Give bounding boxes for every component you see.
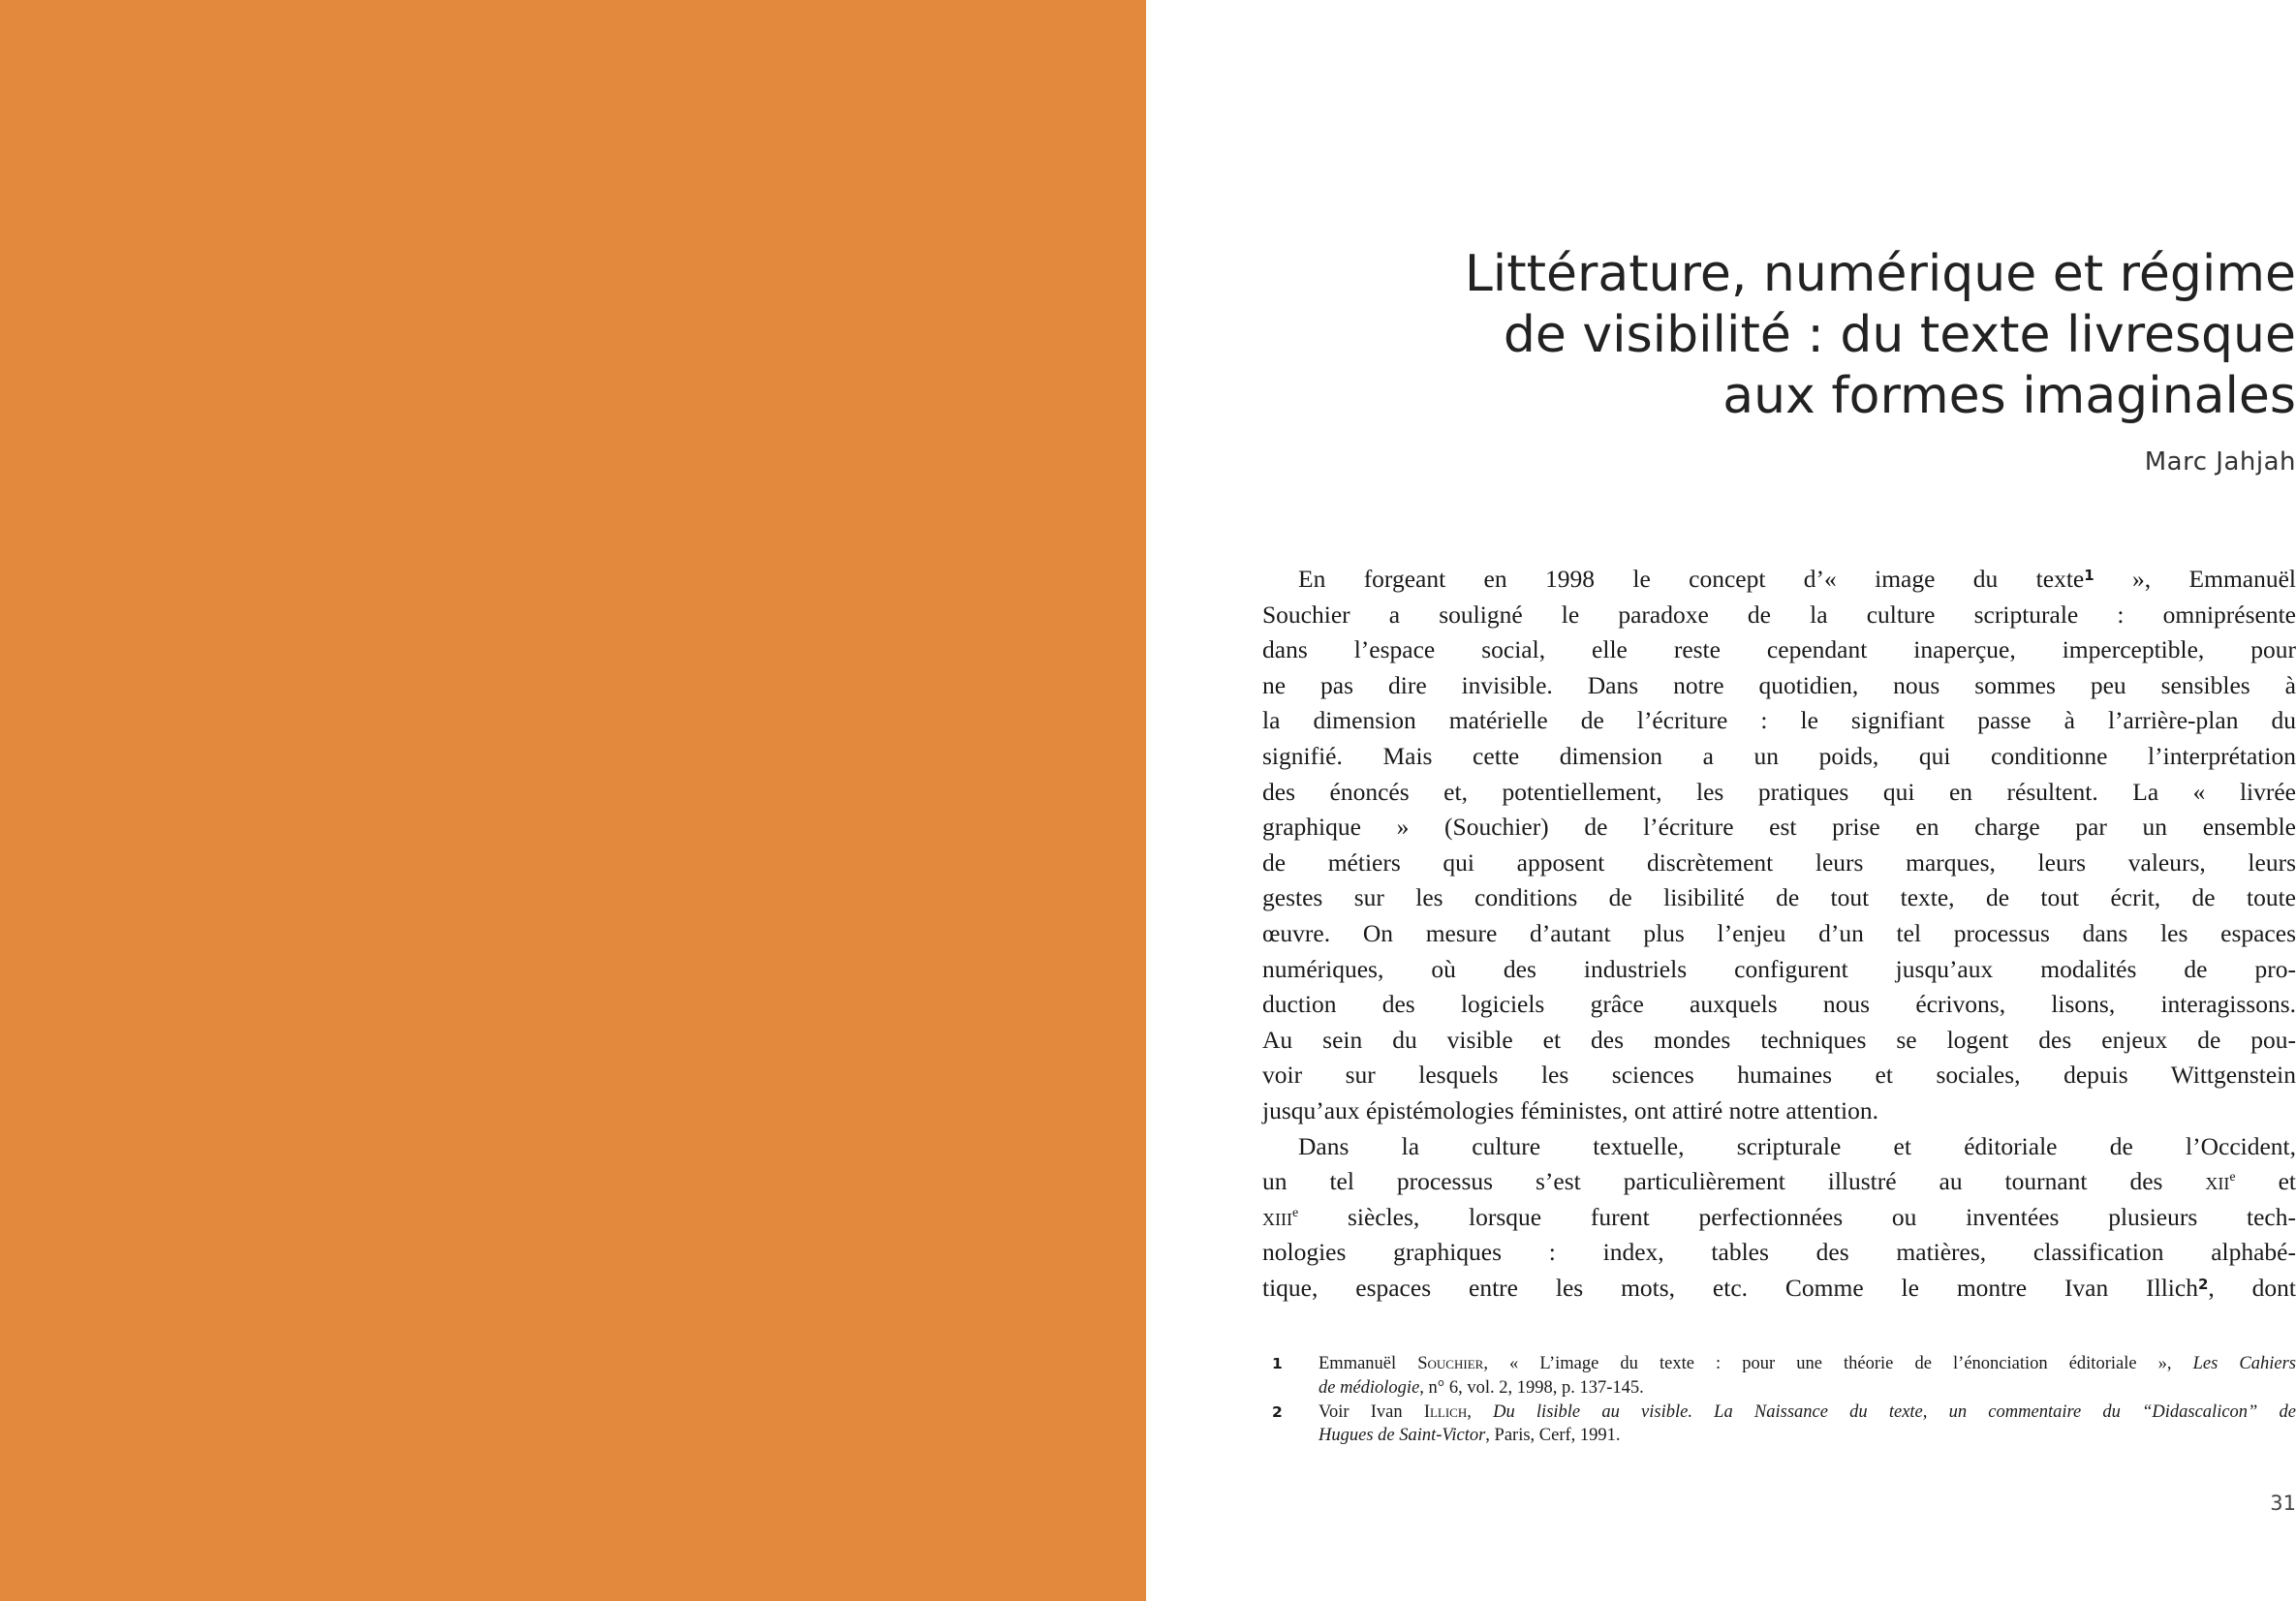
text-line: gestes sur les conditions de lisibilité de tout texte, de tout écrit, de toute [1262,883,2296,912]
text-line: la dimension matérielle de l’écriture : le signifiant passe à l’arrière-plan du [1262,706,2296,735]
footnote-line: Emmanuël Souchier, « L’image du texte : pour une théorie de l’énonciation éditoriale », Les Cahiers [1319,1354,2296,1373]
footnote-line: Voir Ivan Illich, Du lisible au visible. La Naissance du texte, un commentaire du “Didascalicon” de [1319,1401,2296,1422]
footnote-ref[interactable]: 1 [2084,567,2094,584]
footnote [1272,1352,2296,1401]
footnote-line: de médiologie, n° 6, vol. 2, 1998, p. 137-145. [1319,1377,1644,1398]
footnote-number: 2 [1272,1402,1283,1421]
title-line: aux formes imaginales [1722,367,2296,425]
footnote-ref[interactable]: 2 [2197,1275,2209,1293]
article-title [1272,244,2296,427]
text-line: œuvre. On mesure d’autant plus l’enjeu d’un tel processus dans les espaces [1262,918,2296,947]
text-line: nologies graphiques : index, tables des matières, classification alphabé- [1262,1238,2296,1267]
text-line: voir sur lesquels les sciences humaines et sociales, depuis Wittgenstein [1262,1061,2296,1090]
text-line: Au sein du visible et des mondes techniques se logent des enjeux de pou- [1262,1025,2296,1054]
text-line: Souchier a souligné le paradoxe de la culture scripturale : omniprésente [1262,600,2296,629]
text-line: graphique » (Souchier) de l’écriture est prise en charge par un ensemble [1262,813,2296,842]
color-panel [0,0,1146,1601]
text-line: dans l’espace social, elle reste cependant inaperçue, imperceptible, pour [1262,635,2296,664]
text-line: numériques, où des industriels configurent jusqu’aux modalités de pro- [1262,954,2296,983]
text-line: de métiers qui apposent discrètement leurs marques, leurs valeurs, leurs [1262,847,2296,877]
text-line: En forgeant en 1998 le concept d’« image du texte$^1$ », Emmanuël [1298,565,2296,593]
text-line: xiii$^e$ siècles, lorsque furent perfectionnées ou inventées plusieurs tech- [1262,1202,2296,1231]
footnote [1272,1401,2296,1449]
book-page [1146,0,2296,1601]
text-line: ne pas dire invisible. Dans notre quotidien, nous sommes peu sensibles à [1262,670,2296,699]
footnote-line: Hugues de Saint-Victor, Paris, Cerf, 1991. [1319,1426,1621,1446]
text-line: jusqu’aux épistémologies féministes, ont attiré notre attention. [1262,1095,1878,1124]
body-text [1262,562,2296,1306]
title-line: Littérature, numérique et régime [1464,245,2296,303]
footnote-number: 1 [1272,1355,1283,1372]
text-line: un tel processus s’est particulièrement illustré au tournant des xii$^e$ et [1262,1167,2296,1196]
author-name: Marc Jahjah [2144,447,2296,477]
text-line: des énoncés et, potentiellement, les pratiques qui en résultent. La « livrée [1262,777,2296,806]
text-line: Dans la culture textuelle, scripturale et éditoriale de l’Occident, [1298,1131,2296,1160]
footnotes [1272,1352,2296,1448]
text-line: tique, espaces entre les mots, etc. Comme le montre Ivan Illich$^2$, dont [1262,1273,2296,1302]
text-line: duction des logiciels grâce auxquels nous écrivons, lisons, interagissons. [1262,990,2296,1019]
page-number: 31 [2270,1492,2296,1515]
text-line: signifié. Mais cette dimension a un poids, qui conditionne l’interprétation [1262,741,2296,770]
title-line: de visibilité : du texte livresque [1503,306,2296,364]
